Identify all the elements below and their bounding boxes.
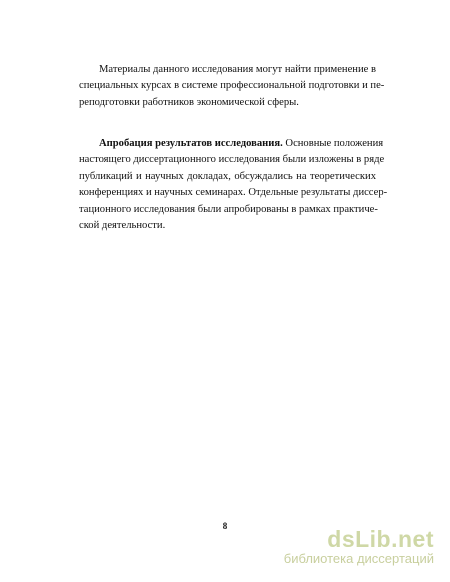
paragraph-application [79, 62, 385, 111]
text-line: публикаций и научных докладах, обсуждались на теоретических [79, 170, 376, 182]
text-line-with-heading [79, 136, 384, 152]
text-line: специальных курсах в системе профессиональной подготовки и пе- [79, 80, 385, 92]
heading-line-rest: Основные положения [282, 138, 384, 149]
text-line: реподготовки работников экономической сферы. [79, 96, 299, 108]
text-line: ской деятельности. [79, 220, 166, 232]
watermark-logo: dsLib.net [327, 526, 434, 552]
text-line: конференциях и научных семинарах. Отдельные результаты диссер- [79, 187, 388, 199]
paragraph-approbation [79, 136, 388, 234]
paragraph-heading: Апробация результатов исследования. [99, 138, 283, 149]
text-line: Материалы данного исследования могут найти применение в [99, 64, 376, 75]
page-number: 8 [222, 521, 228, 531]
text-line: тационного исследования были апробированы в рамках практиче- [79, 203, 378, 215]
watermark [284, 527, 434, 566]
text-line: настоящего диссертационного исследования были изложены в ряде [79, 154, 385, 166]
watermark-subtitle: библиотека диссертаций [283, 551, 434, 566]
